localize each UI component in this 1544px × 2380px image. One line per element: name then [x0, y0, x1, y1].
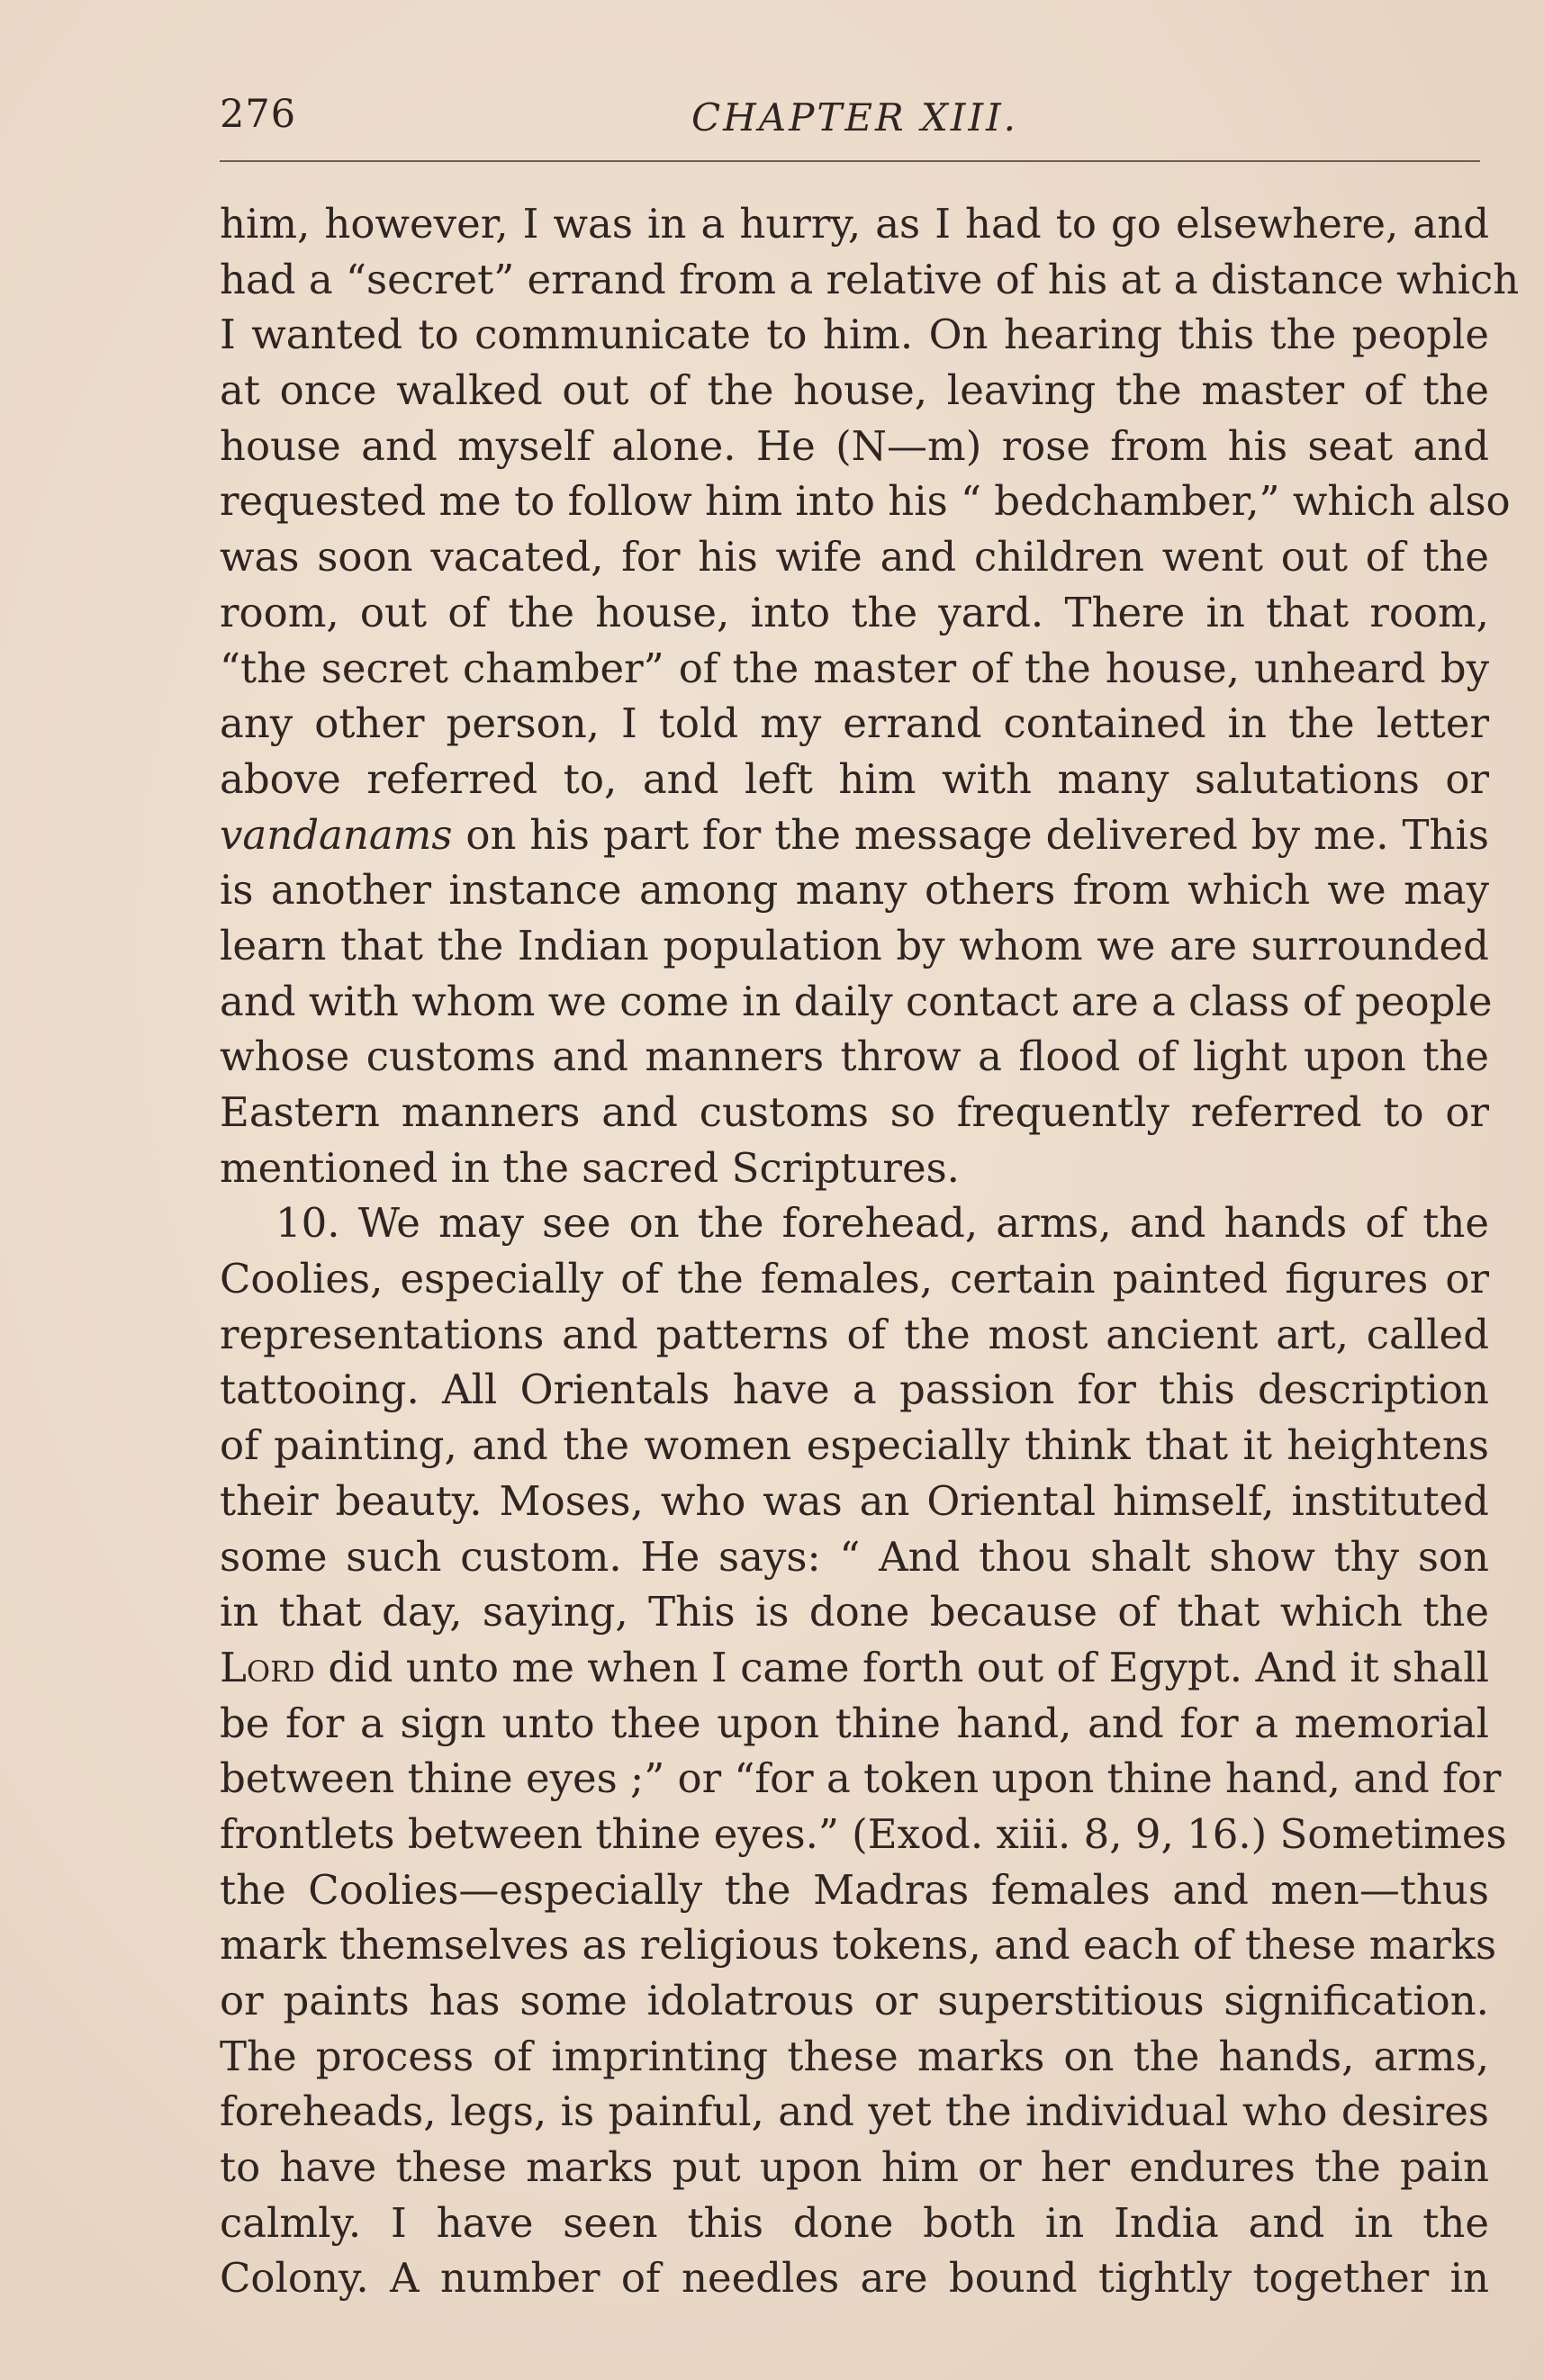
text-line: be for a sign unto thee upon thine hand, and for a memorial	[220, 1699, 1489, 1747]
text-line: requested me to follow him into his “ bedchamber,” which also	[220, 477, 1511, 526]
text-line: Coolies, especially of the females, certain painted figures or	[220, 1255, 1489, 1303]
text-line: above referred to, and left him with many salutations or	[220, 754, 1489, 803]
text-line: Colony. A number of needles are bound tightly together in	[220, 2254, 1489, 2303]
text-line: and with whom we come in daily contact are a class of people	[220, 977, 1493, 1025]
text-line: “the secret chamber” of the master of the house, unheard by	[220, 644, 1489, 692]
text-line: The process of imprinting these marks on the hands, arms,	[220, 2032, 1489, 2080]
text-line: in that day, saying, This is done because of that which the	[220, 1588, 1489, 1636]
page-number: 276	[220, 92, 297, 137]
text-line: representations and patterns of the most ancient art, called	[220, 1310, 1489, 1358]
text-line: some such custom. He says: “ And thou shalt show thy son	[220, 1532, 1489, 1581]
text-line: at once walked out of the house, leaving the master of the	[220, 366, 1489, 415]
text-line: to have these marks put upon him or her endures the pain	[220, 2143, 1489, 2192]
text-line: between thine eyes ;” or “for a token upon thine hand, and for	[220, 1754, 1502, 1803]
text-line: house and myself alone. He (N—m) rose from his seat and	[220, 421, 1489, 470]
text-line: room, out of the house, into the yard. There in that room,	[220, 588, 1489, 636]
paragraph-2	[220, 1195, 1507, 2306]
text-line: him, however, I was in a hurry, as I had to go elsewhere, and	[220, 200, 1489, 248]
text-line: calmly. I have seen this done both in India and in the	[220, 2198, 1489, 2247]
header-rule	[220, 160, 1480, 162]
body-text	[220, 196, 1520, 2306]
paragraph-1	[220, 196, 1520, 1195]
text-line: mentioned in the sacred Scriptures.	[220, 1143, 960, 1192]
text-line: Lord did unto me when I came forth out of Egypt. And it shall	[220, 1643, 1489, 1691]
text-line: foreheads, legs, is painful, and yet the individual who desires	[220, 2087, 1489, 2136]
text-line: mark themselves as religious tokens, and each of these marks	[220, 1921, 1497, 1970]
page	[220, 83, 1520, 2303]
text-line: frontlets between thine eyes.” (Exod. xiii. 8, 9, 16.) Sometimes	[220, 1809, 1507, 1858]
text-line: is another instance among many others from which we may	[220, 866, 1489, 915]
text-line: was soon vacated, for his wife and children went out of the	[220, 533, 1489, 581]
text-line: their beauty. Moses, who was an Oriental himself, instituted	[220, 1476, 1489, 1525]
text-line: or paints has some idolatrous or superstitious signification.	[220, 1977, 1489, 2024]
text-line: whose customs and manners throw a flood of light upon the	[220, 1032, 1489, 1081]
running-head	[220, 83, 1498, 151]
text-line: vandanams on his part for the message delivered by me. This	[220, 810, 1489, 859]
text-line: I wanted to communicate to him. On hearing this the people	[220, 311, 1489, 359]
text-line: of painting, and the women especially think that it heightens	[220, 1421, 1489, 1470]
text-line: Eastern manners and customs so frequently referred to or	[220, 1088, 1489, 1136]
chapter-title: CHAPTER XIII.	[691, 95, 1019, 140]
text-line: 10. We may see on the forehead, arms, and hands of the	[275, 1199, 1489, 1248]
text-line: learn that the Indian population by whom we are surrounded	[220, 921, 1489, 969]
text-line: had a “secret” errand from a relative of his at a distance which	[220, 255, 1520, 303]
text-line: tattooing. All Orientals have a passion for this description	[220, 1366, 1489, 1414]
text-line: the Coolies—especially the Madras females and men—thus	[220, 1865, 1489, 1914]
text-line: any other person, I told my errand contained in the letter	[220, 699, 1489, 748]
